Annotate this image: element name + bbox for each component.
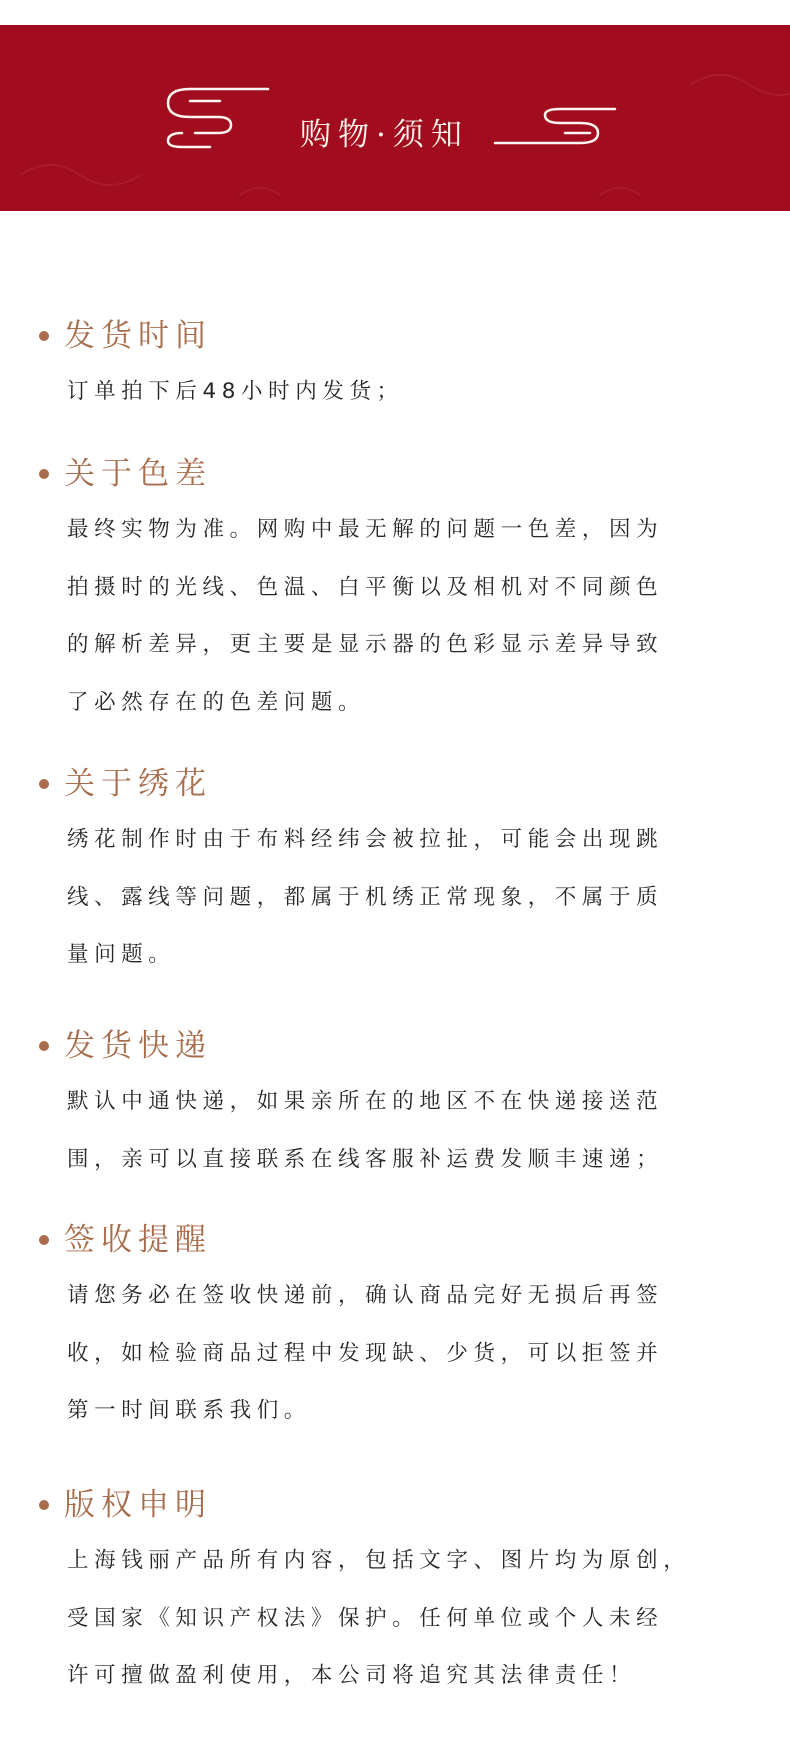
body-line: 收，如检验商品过程中发现缺、少货，可以拒签并 — [67, 1340, 664, 1366]
body-line: 订单拍下后48小时内发货； — [67, 379, 404, 404]
body-line: 受国家《知识产权法》保护。任何单位或个人未经 — [67, 1605, 664, 1631]
section-body — [67, 501, 743, 731]
body-line: 默认中通快递，如果亲所在的地区不在快递接送范 — [67, 1089, 664, 1114]
body-line: 了必然存在的色差问题。 — [67, 689, 366, 715]
section-body — [67, 1073, 743, 1188]
body-line: 围，亲可以直接联系在线客服补运费发顺丰速递； — [67, 1146, 664, 1172]
section-shipping-time — [0, 311, 790, 421]
body-line: 的解析差异，更主要是显示器的色彩显示差异导致 — [67, 632, 664, 657]
bullet-dot — [39, 331, 49, 341]
section-courier — [0, 1021, 790, 1188]
section-title: 发货时间 — [64, 318, 212, 354]
bullet-dot — [39, 1041, 49, 1051]
body-line: 拍摄时的光线、色温、白平衡以及相机对不同颜色 — [67, 574, 664, 600]
section-embroidery — [0, 759, 790, 984]
body-line: 最终实物为准。网购中最无解的问题一色差，因为 — [67, 517, 664, 542]
body-line: 量问题。 — [67, 942, 176, 967]
bullet-dot — [39, 1500, 49, 1510]
section-title: 关于色差 — [64, 456, 212, 492]
bullet-dot — [39, 469, 49, 479]
section-body — [67, 363, 743, 421]
section-title: 发货快递 — [64, 1028, 212, 1064]
section-color-difference — [0, 449, 790, 731]
section-body — [67, 1267, 743, 1440]
body-line: 上海钱丽产品所有内容，包括文字、图片均为原创， — [67, 1548, 691, 1573]
page-title: 购物·须知 — [300, 117, 469, 153]
section-title: 版权申明 — [64, 1487, 212, 1523]
body-line: 许可擅做盈利使用，本公司将追究其法律责任！ — [67, 1663, 637, 1688]
section-title: 关于绣花 — [64, 766, 212, 802]
bullet-dot — [39, 779, 49, 789]
bullet-dot — [39, 1235, 49, 1245]
body-line: 线、露线等问题，都属于机绣正常现象，不属于质 — [67, 884, 664, 910]
body-line: 绣花制作时由于布料经纬会被拉扯，可能会出现跳 — [67, 827, 664, 852]
section-title: 签收提醒 — [64, 1222, 212, 1258]
section-receipt-reminder — [0, 1215, 790, 1440]
header-banner — [0, 25, 790, 211]
body-line: 请您务必在签收快递前，确认商品完好无损后再签 — [67, 1283, 664, 1308]
section-copyright — [0, 1480, 790, 1705]
section-body — [67, 1532, 743, 1705]
section-body — [67, 811, 743, 984]
body-line: 第一时间联系我们。 — [67, 1398, 311, 1423]
